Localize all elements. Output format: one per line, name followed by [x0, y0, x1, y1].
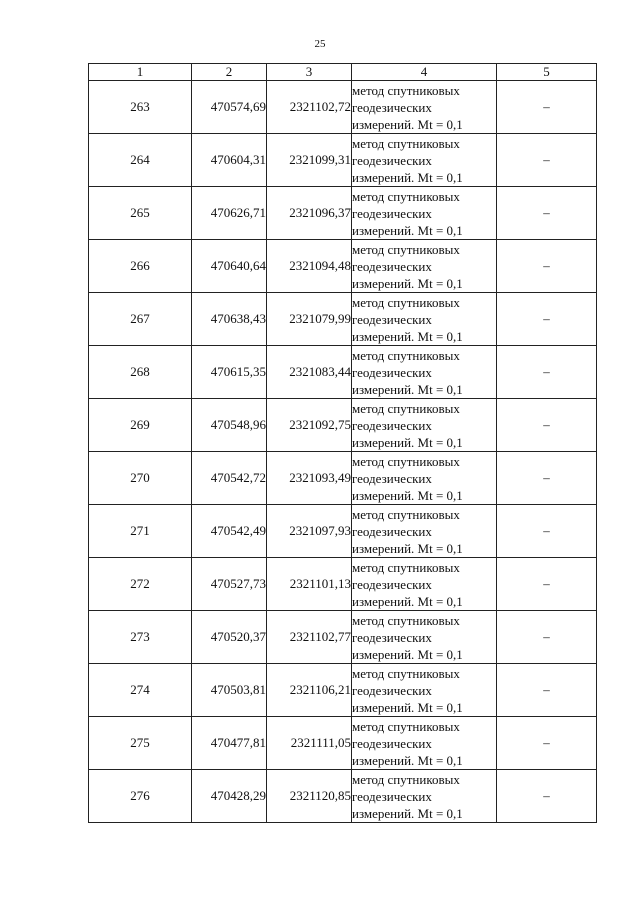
- note-cell: –: [497, 81, 597, 134]
- method-line: геодезических: [352, 364, 432, 380]
- column-header: 1: [89, 64, 192, 81]
- x-coordinate-cell: 470638,43: [192, 293, 267, 346]
- x-coordinate-cell: 470428,29: [192, 770, 267, 823]
- x-coordinate-cell: 470640,64: [192, 240, 267, 293]
- method-line: измерений. Mt = 0,1: [352, 646, 463, 662]
- method-cell: [352, 187, 497, 240]
- y-coordinate-cell: 2321096,37: [267, 187, 352, 240]
- y-coordinate-cell: 2321099,31: [267, 134, 352, 187]
- note-cell: –: [497, 346, 597, 399]
- method-cell: [352, 505, 497, 558]
- point-number-cell: 271: [89, 505, 192, 558]
- method-line: измерений. Mt = 0,1: [352, 169, 463, 185]
- y-coordinate-cell: 2321102,72: [267, 81, 352, 134]
- point-number-cell: 276: [89, 770, 192, 823]
- method-line: геодезических: [352, 523, 432, 539]
- y-coordinate-cell: 2321101,13: [267, 558, 352, 611]
- x-coordinate-cell: 470542,49: [192, 505, 267, 558]
- table-row: [89, 452, 597, 505]
- method-line: метод спутниковых: [352, 347, 460, 363]
- x-coordinate-cell: 470520,37: [192, 611, 267, 664]
- point-number-cell: 263: [89, 81, 192, 134]
- y-coordinate-cell: 2321106,21: [267, 664, 352, 717]
- point-number-cell: 269: [89, 399, 192, 452]
- column-header: 3: [267, 64, 352, 81]
- method-line: геодезических: [352, 470, 432, 486]
- x-coordinate-cell: 470548,96: [192, 399, 267, 452]
- method-line: измерений. Mt = 0,1: [352, 752, 463, 768]
- x-coordinate-cell: 470604,31: [192, 134, 267, 187]
- table-row: [89, 717, 597, 770]
- method-line: геодезических: [352, 417, 432, 433]
- method-line: геодезических: [352, 205, 432, 221]
- method-line: геодезических: [352, 788, 432, 804]
- method-line: метод спутниковых: [352, 453, 460, 469]
- point-number-cell: 268: [89, 346, 192, 399]
- method-line: метод спутниковых: [352, 82, 460, 98]
- y-coordinate-cell: 2321094,48: [267, 240, 352, 293]
- note-cell: –: [497, 187, 597, 240]
- method-line: метод спутниковых: [352, 718, 460, 734]
- method-line: метод спутниковых: [352, 612, 460, 628]
- method-line: измерений. Mt = 0,1: [352, 222, 463, 238]
- y-coordinate-cell: 2321111,05: [267, 717, 352, 770]
- method-line: метод спутниковых: [352, 771, 460, 787]
- table-row: [89, 664, 597, 717]
- note-cell: –: [497, 717, 597, 770]
- table-row: [89, 81, 597, 134]
- method-cell: [352, 134, 497, 187]
- note-cell: –: [497, 399, 597, 452]
- method-line: геодезических: [352, 311, 432, 327]
- method-cell: [352, 770, 497, 823]
- method-line: измерений. Mt = 0,1: [352, 328, 463, 344]
- method-line: измерений. Mt = 0,1: [352, 487, 463, 503]
- header-row: [89, 64, 597, 81]
- point-number-cell: 270: [89, 452, 192, 505]
- table-row: [89, 399, 597, 452]
- y-coordinate-cell: 2321120,85: [267, 770, 352, 823]
- x-coordinate-cell: 470542,72: [192, 452, 267, 505]
- method-line: метод спутниковых: [352, 559, 460, 575]
- method-line: геодезических: [352, 629, 432, 645]
- table-row: [89, 611, 597, 664]
- y-coordinate-cell: 2321092,75: [267, 399, 352, 452]
- method-cell: [352, 346, 497, 399]
- method-cell: [352, 240, 497, 293]
- note-cell: –: [497, 134, 597, 187]
- table-row: [89, 346, 597, 399]
- method-cell: [352, 717, 497, 770]
- note-cell: –: [497, 293, 597, 346]
- table-row: [89, 187, 597, 240]
- method-line: метод спутниковых: [352, 241, 460, 257]
- point-number-cell: 266: [89, 240, 192, 293]
- y-coordinate-cell: 2321093,49: [267, 452, 352, 505]
- note-cell: –: [497, 664, 597, 717]
- method-cell: [352, 293, 497, 346]
- point-number-cell: 273: [89, 611, 192, 664]
- x-coordinate-cell: 470503,81: [192, 664, 267, 717]
- method-line: метод спутниковых: [352, 294, 460, 310]
- method-cell: [352, 558, 497, 611]
- x-coordinate-cell: 470615,35: [192, 346, 267, 399]
- point-number-cell: 275: [89, 717, 192, 770]
- table-header: [89, 64, 597, 81]
- point-number-cell: 264: [89, 134, 192, 187]
- method-line: метод спутниковых: [352, 135, 460, 151]
- method-line: измерений. Mt = 0,1: [352, 116, 463, 132]
- y-coordinate-cell: 2321097,93: [267, 505, 352, 558]
- note-cell: –: [497, 240, 597, 293]
- method-cell: [352, 611, 497, 664]
- method-line: измерений. Mt = 0,1: [352, 540, 463, 556]
- method-line: измерений. Mt = 0,1: [352, 275, 463, 291]
- method-line: геодезических: [352, 682, 432, 698]
- table-row: [89, 134, 597, 187]
- method-line: геодезических: [352, 258, 432, 274]
- table-row: [89, 770, 597, 823]
- x-coordinate-cell: 470626,71: [192, 187, 267, 240]
- method-line: метод спутниковых: [352, 400, 460, 416]
- method-line: геодезических: [352, 735, 432, 751]
- note-cell: –: [497, 770, 597, 823]
- note-cell: –: [497, 558, 597, 611]
- note-cell: –: [497, 505, 597, 558]
- page-number: 25: [314, 38, 326, 50]
- method-cell: [352, 399, 497, 452]
- y-coordinate-cell: 2321102,77: [267, 611, 352, 664]
- point-number-cell: 272: [89, 558, 192, 611]
- method-line: измерений. Mt = 0,1: [352, 381, 463, 397]
- table-body: [89, 81, 597, 823]
- method-line: геодезических: [352, 576, 432, 592]
- x-coordinate-cell: 470477,81: [192, 717, 267, 770]
- method-line: измерений. Mt = 0,1: [352, 434, 463, 450]
- column-header: 5: [497, 64, 597, 81]
- method-line: измерений. Mt = 0,1: [352, 699, 463, 715]
- method-line: метод спутниковых: [352, 506, 460, 522]
- y-coordinate-cell: 2321079,99: [267, 293, 352, 346]
- method-cell: [352, 81, 497, 134]
- coordinates-table: [88, 63, 597, 823]
- note-cell: –: [497, 452, 597, 505]
- method-line: метод спутниковых: [352, 665, 460, 681]
- table-row: [89, 240, 597, 293]
- method-line: измерений. Mt = 0,1: [352, 593, 463, 609]
- method-line: метод спутниковых: [352, 188, 460, 204]
- note-cell: –: [497, 611, 597, 664]
- table-row: [89, 505, 597, 558]
- point-number-cell: 265: [89, 187, 192, 240]
- method-line: геодезических: [352, 99, 432, 115]
- table-row: [89, 558, 597, 611]
- method-line: измерений. Mt = 0,1: [352, 805, 463, 821]
- y-coordinate-cell: 2321083,44: [267, 346, 352, 399]
- point-number-cell: 274: [89, 664, 192, 717]
- x-coordinate-cell: 470527,73: [192, 558, 267, 611]
- x-coordinate-cell: 470574,69: [192, 81, 267, 134]
- method-cell: [352, 664, 497, 717]
- method-cell: [352, 452, 497, 505]
- column-header: 2: [192, 64, 267, 81]
- method-line: геодезических: [352, 152, 432, 168]
- column-header: 4: [352, 64, 497, 81]
- point-number-cell: 267: [89, 293, 192, 346]
- table-row: [89, 293, 597, 346]
